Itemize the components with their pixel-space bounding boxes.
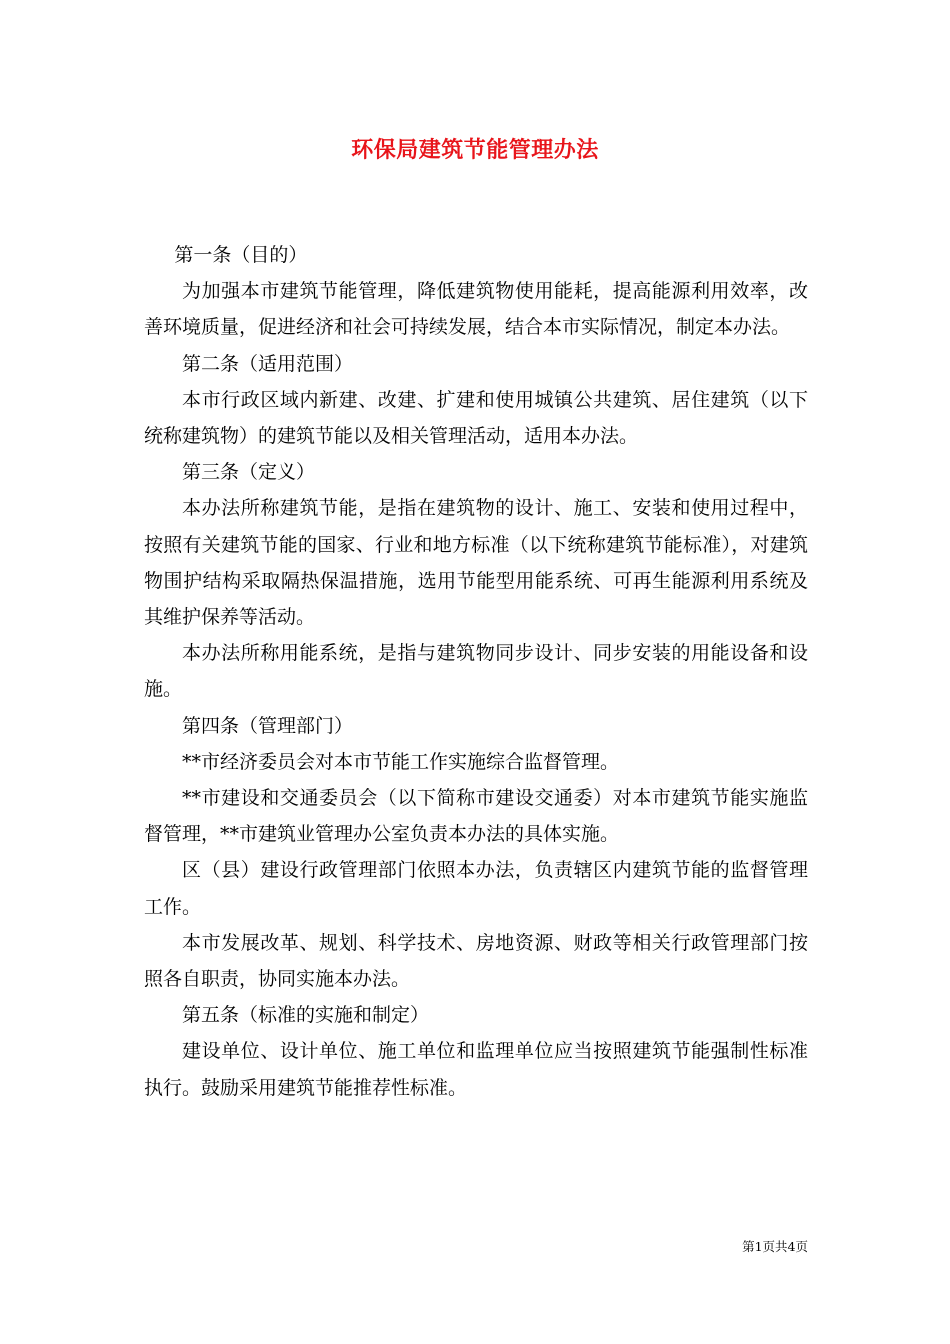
article-3-text-2: 本办法所称用能系统，是指与建筑物同步设计、同步安装的用能设备和设施。 — [144, 642, 808, 701]
article-2-heading: 第二条（适用范围） — [182, 352, 354, 375]
article-4-heading: 第四条（管理部门） — [182, 714, 354, 737]
article-5-text: 建设单位、设计单位、施工单位和监理单位应当按照建筑节能强制性标准执行。鼓励采用建筑节能推荐性标准。 — [144, 1040, 808, 1099]
article-2-text: 本市行政区域内新建、改建、扩建和使用城镇公共建筑、居住建筑（以下统称建筑物）的建筑节能以及相关管理活动，适用本办法。 — [144, 388, 808, 448]
document-title: 环保局建筑节能管理办法 — [351, 137, 599, 163]
page-footer — [742, 1238, 808, 1256]
page-number: 第1页共4页 — [742, 1239, 808, 1254]
article-1-text: 为加强本市建筑节能管理，降低建筑物使用能耗，提高能源利用效率，改善环境质量，促进经济和社会可持续发展，结合本市实际情况，制定本办法。 — [144, 280, 808, 339]
article-4-text-1: **市经济委员会对本市节能工作实施综合监督管理。 — [182, 750, 620, 773]
document-body — [144, 237, 808, 1106]
article-4-text-3: 区（县）建设行政管理部门依照本办法，负责辖区内建筑节能的监督管理工作。 — [144, 859, 808, 918]
article-1-heading: 第一条（目的） — [174, 244, 308, 266]
article-3-text-1: 本办法所称建筑节能，是指在建筑物的设计、施工、安装和使用过程中，按照有关建筑节能的国家、行业和地方标准（以下统称建筑节能标准），对建筑物围护结构采取隔热保温措施，选用节能型用能系统、可再生能源利用系统及其维护保养等活动。 — [144, 497, 808, 629]
article-3-heading: 第三条（定义） — [182, 461, 316, 484]
article-4-text-4: 本市发展改革、规划、科学技术、房地资源、财政等相关行政管理部门按照各自职责，协同实施本办法。 — [144, 931, 808, 991]
article-4-text-2: **市建设和交通委员会（以下简称市建设交通委）对本市建筑节能实施监督管理，**市建筑业管理办公室负责本办法的具体实施。 — [144, 787, 808, 846]
article-5-heading: 第五条（标准的实施和制定） — [182, 1004, 430, 1027]
